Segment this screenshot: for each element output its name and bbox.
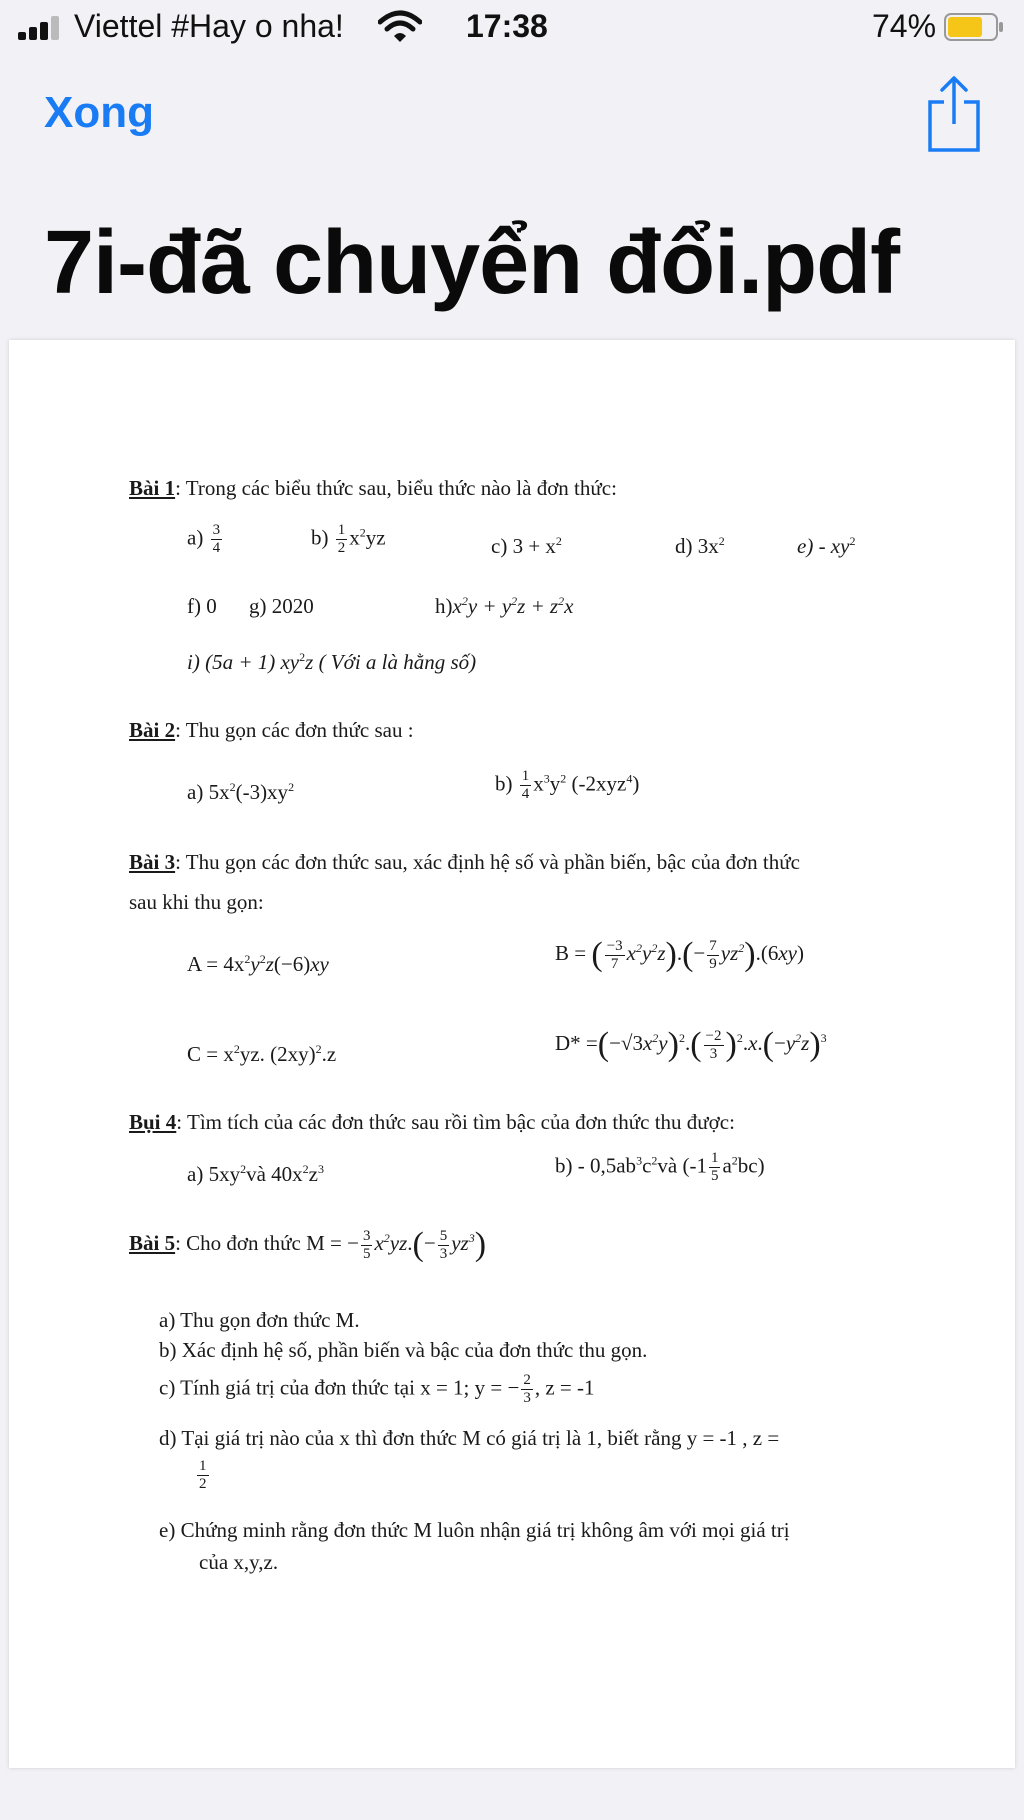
- bai3-heading-cont: sau khi thu gọn:: [129, 890, 264, 914]
- bai1-option-c: c) $3 + x^2$: [491, 534, 562, 558]
- bai5-item-e: e) Chứng minh rằng đơn thức M luôn nhận giá trị không âm với mọi giá trị: [159, 1518, 790, 1542]
- pdf-page[interactable]: [9, 340, 1015, 1768]
- bai1-option-b: b) $\frac{1}{2}$ $x^2yz$: [311, 522, 386, 556]
- bai3-expr-d: $D* =(-√3x^2y)^2$.( $\frac{-2}{3}$ )$^2.x.(-y^2z)^3$: [555, 1026, 827, 1063]
- bai1-option-a: a) $\frac{3}{4}$: [187, 522, 221, 556]
- bai1-option-g: g) 2020: [249, 594, 314, 618]
- bottom-bar: [0, 1796, 1024, 1820]
- share-icon[interactable]: [926, 74, 982, 154]
- file-title: 7i-đã chuyển đổi.pdf: [44, 213, 900, 313]
- bai1-option-i: i) (5a + 1) $xy^2z$ ( Với a là hằng số): [187, 650, 477, 674]
- bai1-option-h: $h)x^2y + y^2z + z^2x$: [435, 594, 574, 618]
- bai4-option-b: $b) - 0,5ab^3c^2và$ (-1 $\frac{1}{5}$ $a^2bc$): [555, 1150, 765, 1184]
- wifi-icon: [378, 10, 422, 44]
- bai2-heading: Bài 2: Thu gọn các đơn thức sau :: [129, 718, 414, 742]
- bai2-option-a: a) $5x^2(-3)xy^2$: [187, 780, 295, 804]
- battery-percent: 74%: [872, 8, 937, 44]
- bai1-option-d: d) $3x^2$: [675, 534, 725, 558]
- cellular-signal-icon: [18, 16, 66, 40]
- bai3-expr-b: B = ( $\frac{-3}{7}$ $x^2y^2z).(-$ $\frac{7}{9}$ $yz^2).(6xy)$: [555, 936, 804, 973]
- bai5-item-e-cont: của x,y,z.: [199, 1550, 279, 1574]
- bai3-heading: Bài 3: Thu gọn các đơn thức sau, xác định hệ số và phần biến, bậc của đơn thức: [129, 850, 800, 874]
- bai5-item-d-fraction: $\frac{1}{2}$: [199, 1458, 207, 1492]
- bai5-item-a: a) Thu gọn đơn thức M.: [159, 1308, 360, 1332]
- bai4-heading: Bụi 4: Tìm tích của các đơn thức sau rồi tìm bậc của đơn thức thu được:: [129, 1110, 735, 1134]
- bai3-expr-a: $A = 4x^2y^2z(-6)xy$: [187, 952, 329, 976]
- bai1-option-e: $e) - xy^2$: [797, 534, 856, 558]
- bai1-heading: Bài 1: Trong các biểu thức sau, biểu thức nào là đơn thức:: [129, 476, 617, 500]
- bai5-item-d: d) Tại giá trị nào của x thì đơn thức M có giá trị là 1, biết rằng y = -1 , z =: [159, 1426, 780, 1450]
- bai5-heading: Bài 5: Cho đơn thức M = − $\frac{3}{5}$ $x^2yz.(-$ $\frac{5}{3}$ $yz^3$): [129, 1226, 487, 1263]
- bai2-option-b: b) $\frac{1}{4}$ $x^3y^2$ (-2xyz$^4$): [495, 768, 640, 802]
- bai5-item-b: b) Xác định hệ số, phần biến và bậc của đơn thức thu gọn.: [159, 1338, 648, 1362]
- bai5-item-c: c) Tính giá trị của đơn thức tại x = 1; y = − $\frac{2}{3}$ , z = -1: [159, 1372, 595, 1406]
- bai4-option-a: a) $5xy^2và$ $40x^2z^3$: [187, 1162, 324, 1186]
- battery-icon: [944, 13, 1004, 41]
- bai1-option-f: f) 0: [187, 594, 217, 618]
- clock: 17:38: [466, 8, 548, 44]
- bai3-expr-c: $C = x^2yz$. $(2xy)^2.z$: [187, 1042, 337, 1066]
- status-bar: [0, 0, 1024, 56]
- carrier-name: Viettel #Hay o nha!: [74, 8, 344, 44]
- done-button[interactable]: Xong: [44, 88, 154, 137]
